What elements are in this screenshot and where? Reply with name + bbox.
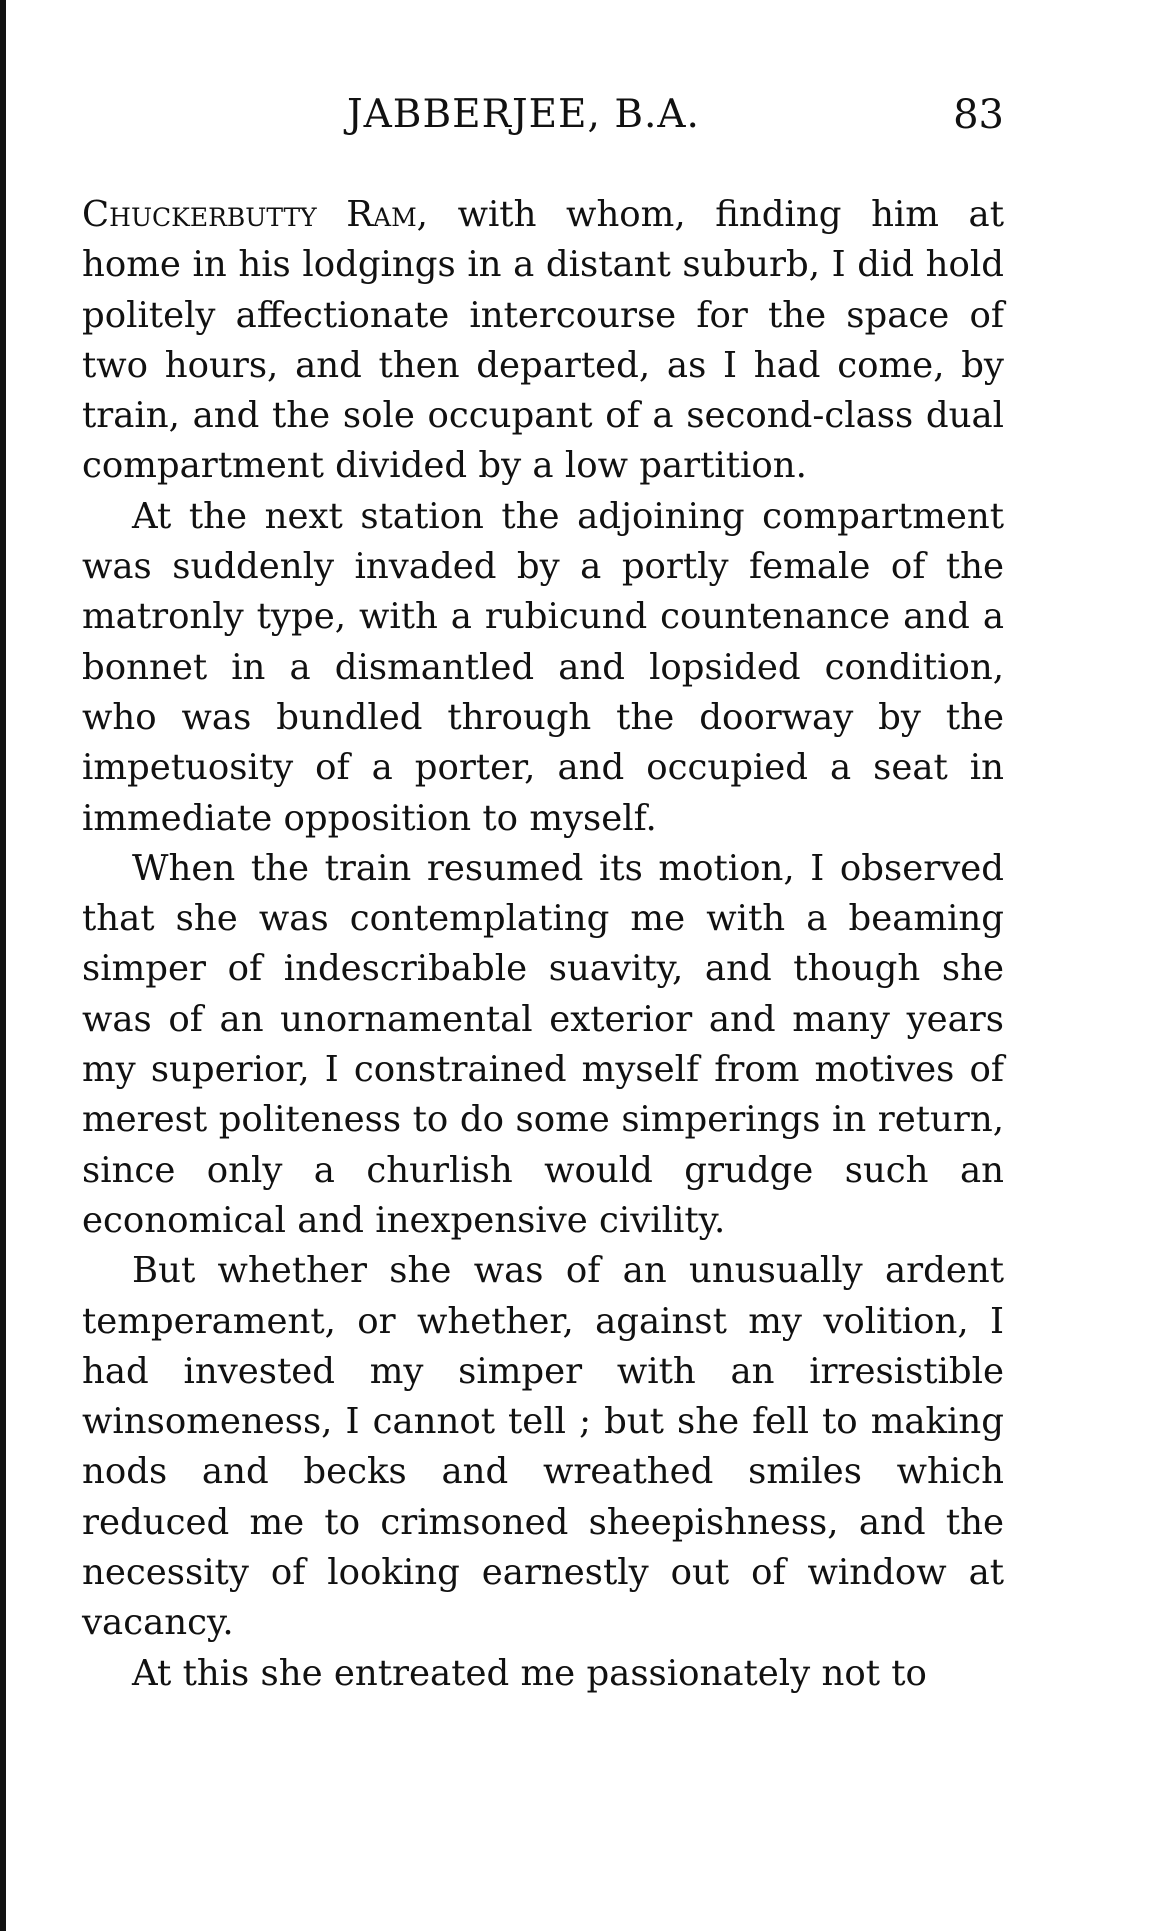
running-head: JABBERJEE, B.A. [347,92,700,137]
paragraph-2: At the next station the adjoining compartment was suddenly invaded by a portly female of the matronly type, with a rubicund countenance and a bonnet in a dismantled and lopsided condition, who was bundled through the doorway by the impetuosity of a porter, and occupied a seat in immediate opposition to myself. [82,495,1004,839]
paragraph-5: At this she entreated me passionately not to [132,1652,927,1694]
page-header [82,92,1004,152]
paragraph-1 [82,190,1004,492]
character-name: Chuckerbutty Ram [82,194,417,235]
page-edge-rule [0,0,6,1931]
paragraph-3: When the train resumed its motion, I observed that she was contemplating me with a beaming simper of indescribable suavity, and though she was of an unornamental exterior and many years my superior, I constrained myself from motives of merest politeness to do some simperings in return, since only a churlish would grudge such an economical and inexpensive civility. [82,847,1004,1241]
page-number: 83 [953,92,1004,138]
paragraph-4: But whether she was of an unusually ardent temperament, or whether, against my volition, I had invested my simper with an irresistible winsomeness, I cannot tell ; but she fell to making nods and becks and wreathed smiles which reduced me to crimsoned sheepishness, and the necessity of looking earnestly out of window at vacancy. [82,1250,1004,1644]
body-text [82,190,1004,1699]
paragraph-1-text: , with whom, finding him at home in his lodgings in a distant suburb, I did hold politely affectionate intercourse for the space of two hours, and then departed, as I had come, by train, and the sole occupant of a second-class dual compartment divided by a low partition. [82,194,1004,487]
